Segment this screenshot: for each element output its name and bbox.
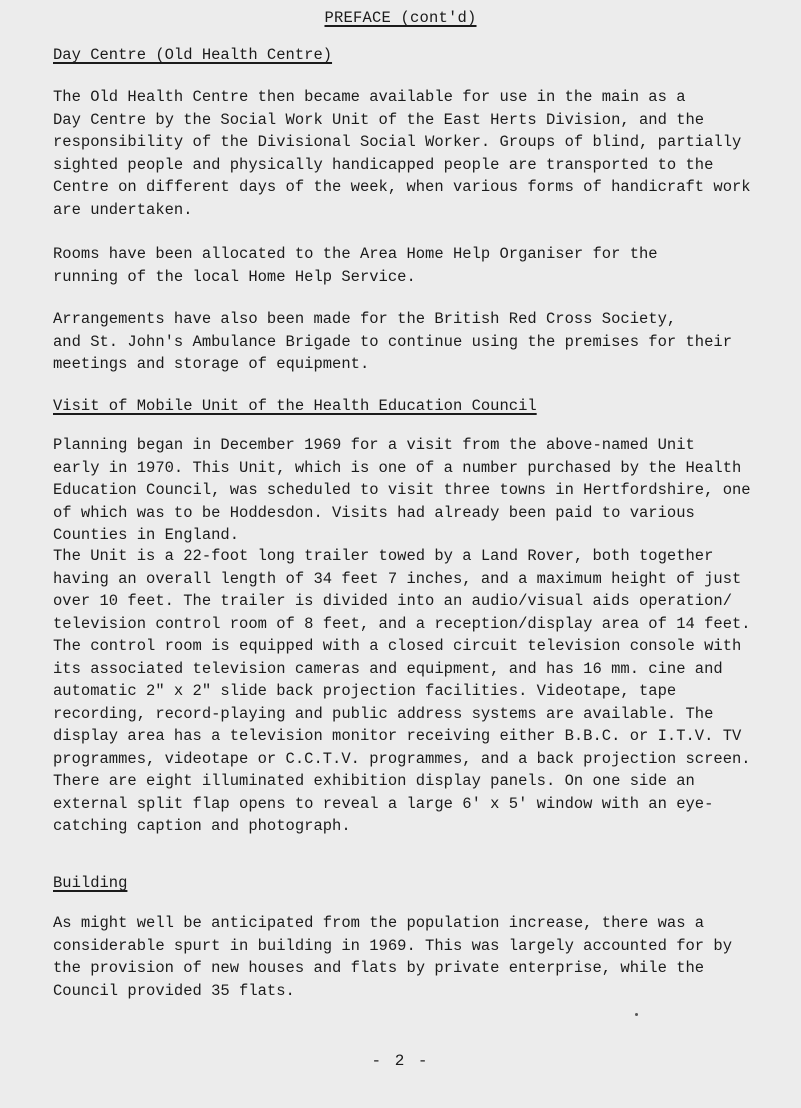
page-number: - 2 - bbox=[371, 1052, 430, 1070]
heading-day-centre: Day Centre (Old Health Centre) bbox=[53, 46, 333, 64]
heading-building: Building bbox=[53, 874, 128, 892]
paragraph-home-help: Rooms have been allocated to the Area Home Help Organiser for the running of the local Home Help Service. bbox=[53, 245, 658, 286]
paragraph-planning: Planning began in December 1969 for a visit from the above-named Unit early in 1970. This Unit, which is one of a number purchased by the Health Education Council, was scheduled to visit three towns in Hertfordshire, one of which was to be Hoddesdon. Visits had already been paid to various Counties in England. bbox=[53, 436, 751, 544]
paragraph-trailer-description: The Unit is a 22-foot long trailer towed by a Land Rover, both together having an overall length of 34 feet 7 inches, and a maximum height of just over 10 feet. The trailer is divided into an audio/visual aids operation/ television control room of 8 feet, and a reception/display area of 14 feet. The control room is equipped with a closed circuit television console with its associated television cameras and equipment, and has 16 mm. cine and automatic 2" x 2" slide back projection facilities. Videotape, tape recording, record-playing and public address systems are available. The display area has a television monitor receiving either B.B.C. or I.T.V. TV programmes, videotape or C.C.T.V. programmes, and a back projection screen. There are eight illuminated exhibition display panels. On one side an external split flap opens to reveal a large 6' x 5' window with an eye- catching caption and photograph. bbox=[53, 547, 751, 835]
paragraph-day-centre-use: The Old Health Centre then became available for use in the main as a Day Centre by the Social Work Unit of the East Herts Division, and the responsibility of the Divisional Social Worker. Groups of blind, partially sighted people and physically handicapped people are transported to the Centre on different days of the week, when various forms of handicraft work are undertaken. bbox=[53, 88, 751, 219]
paragraph-building: As might well be anticipated from the population increase, there was a considerable spurt in building in 1969. This was largely accounted for by the provision of new houses and flats by private enterprise, while the Council provided 35 flats. bbox=[53, 914, 733, 1000]
paragraph-red-cross: Arrangements have also been made for the British Red Cross Society, and St. John's Ambulance Brigade to continue using the premises for their meetings and storage of equipment. bbox=[53, 310, 733, 373]
running-head: PREFACE (cont'd) bbox=[324, 9, 477, 27]
heading-mobile-unit: Visit of Mobile Unit of the Health Education Council bbox=[53, 397, 537, 415]
scan-speck bbox=[635, 1013, 638, 1016]
